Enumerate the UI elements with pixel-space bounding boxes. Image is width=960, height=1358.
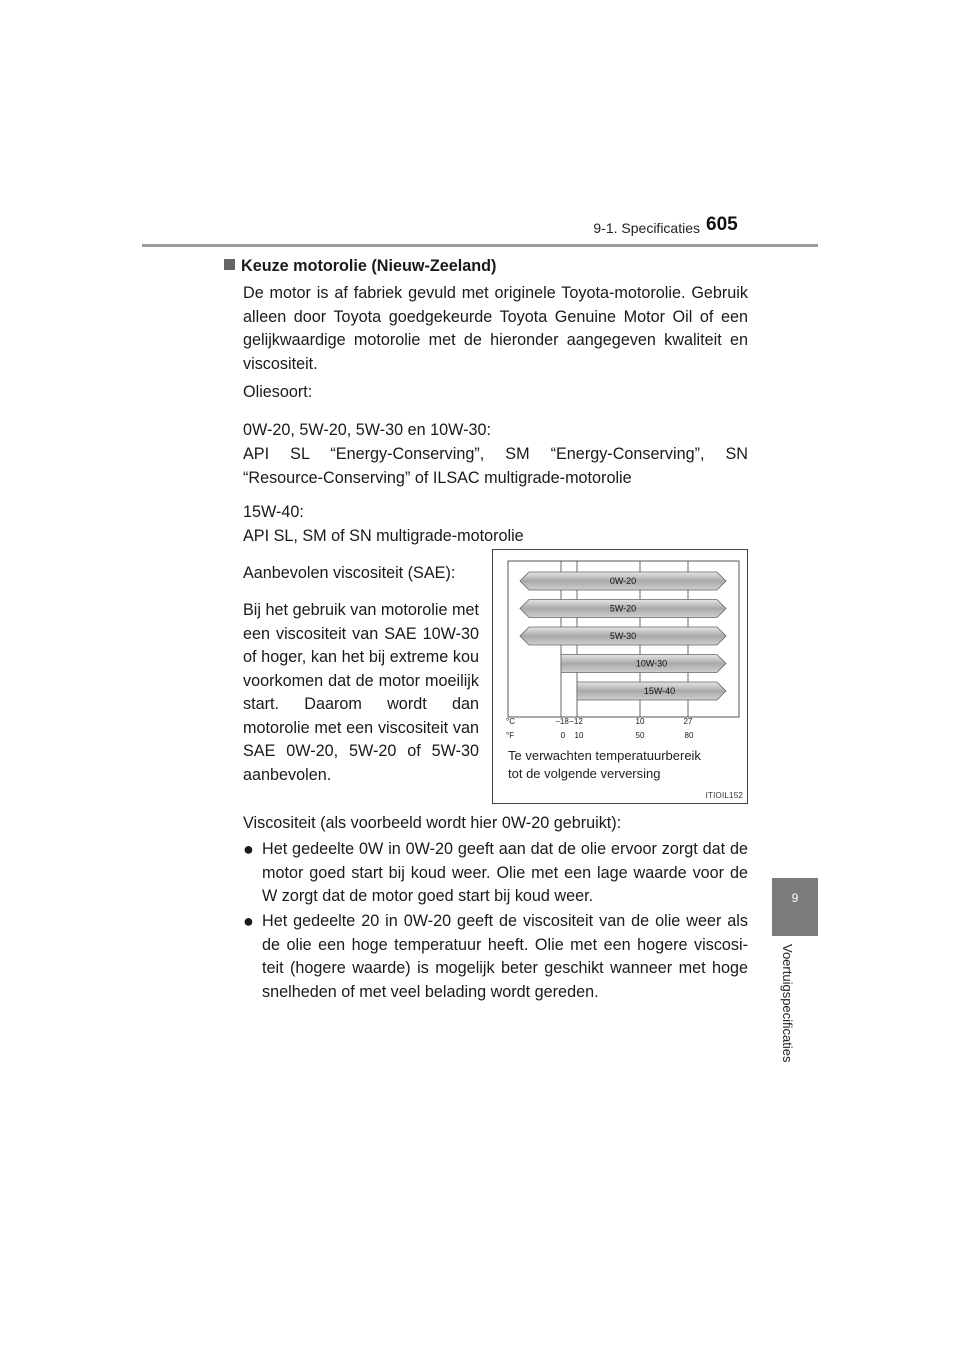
header-section-title: 9-1. Specificaties <box>593 220 700 236</box>
figure-caption-line: Te verwachten temperatuurbereik <box>508 748 701 763</box>
grade2-name: 15W-40: <box>243 503 304 521</box>
viscosity-bar-label: 10W-30 <box>635 658 668 669</box>
bullet-dot-icon: ● <box>243 911 254 931</box>
figure-code: ITIOIL152 <box>705 791 743 800</box>
celsius-tick-label: −18 <box>555 717 569 726</box>
intro-paragraph: De motor is af fabriek gevuld met originele Toyota-motorolie. Gebruik alleen door Toyota goedgekeurde Toyota Genuine Motor Oil of een gelijkwaardige motorolie met de hieronder aangegeven kwaliteit en viscositeit. <box>243 284 748 373</box>
header-divider <box>142 244 818 247</box>
section-heading-text: Keuze motorolie (Nieuw-Zeeland) <box>241 257 497 275</box>
celsius-tick-label: 10 <box>635 717 645 726</box>
viscosity-bar-label: 0W-20 <box>609 576 637 587</box>
bullet-dot-icon: ● <box>243 839 254 859</box>
viscosity-label: Aanbevolen viscositeit (SAE): <box>243 564 456 582</box>
bullet-text: Het gedeelte 20 in 0W-20 geeft de viscositeit van de olie weer als de olie een hoge temperatuur heeft. Olie met een hogere viscosi-teit (hogere waarde) is mogelijk beter geschikt wanneer met hoge snelheden of met veel belading wordt gereden. <box>262 912 748 1001</box>
grade1-spec: API SL “Energy-Conserving”, SM “Energy-Conserving”, SN “Resource-Conserving” of ILSAC multigrade-motorolie <box>243 445 748 487</box>
chapter-tab: 9 <box>772 878 818 936</box>
chapter-label: Voertuigspecificaties <box>780 944 795 1063</box>
viscosity-bar-label: 5W-20 <box>609 603 637 614</box>
page-number: 605 <box>706 214 738 235</box>
oil-type-label: Oliesoort: <box>243 383 313 401</box>
grade2-spec: API SL, SM of SN multigrade-motorolie <box>243 527 524 545</box>
viscosity-bar-label: 15W-40 <box>643 686 676 697</box>
viscosity-chart-figure <box>492 549 748 804</box>
figure-caption-line: tot de volgende verversing <box>508 766 661 781</box>
viscosity-bar-label: 5W-30 <box>609 631 637 642</box>
fahrenheit-unit-label: °F <box>506 731 515 740</box>
bullet-text: Het gedeelte 0W in 0W-20 geeft aan dat de olie ervoor zorgt dat de motor goed start bij koud weer. Olie met een lage waarde voor de W zorgt dat de motor goed start bij koud weer. <box>262 840 748 905</box>
fahrenheit-tick-label: 0 <box>560 731 566 740</box>
figure-caption <box>508 747 738 783</box>
grade1-name: 0W-20, 5W-20, 5W-30 en 10W-30: <box>243 421 492 439</box>
fahrenheit-tick-label: 50 <box>635 731 645 740</box>
square-bullet-icon <box>224 259 235 270</box>
celsius-tick-label: −12 <box>569 717 583 726</box>
section-heading <box>224 255 496 279</box>
example-label: Viscositeit (als voorbeeld wordt hier 0W-20 gebruikt): <box>243 814 622 832</box>
celsius-unit-label: °C <box>506 717 515 726</box>
fahrenheit-tick-label: 80 <box>684 731 694 740</box>
fahrenheit-tick-label: 10 <box>574 731 584 740</box>
cold-start-note: Bij het gebruik van motorolie met een viscositeit van SAE 10W-30 of hoger, kan het bij extreme kou voorkomen dat de motor moeilijk start. Daarom wordt dan motorolie met een viscositeit van SAE 0W-20, 5W-20 of 5W-30 aanbevolen. <box>243 601 479 784</box>
celsius-tick-label: 27 <box>683 717 693 726</box>
